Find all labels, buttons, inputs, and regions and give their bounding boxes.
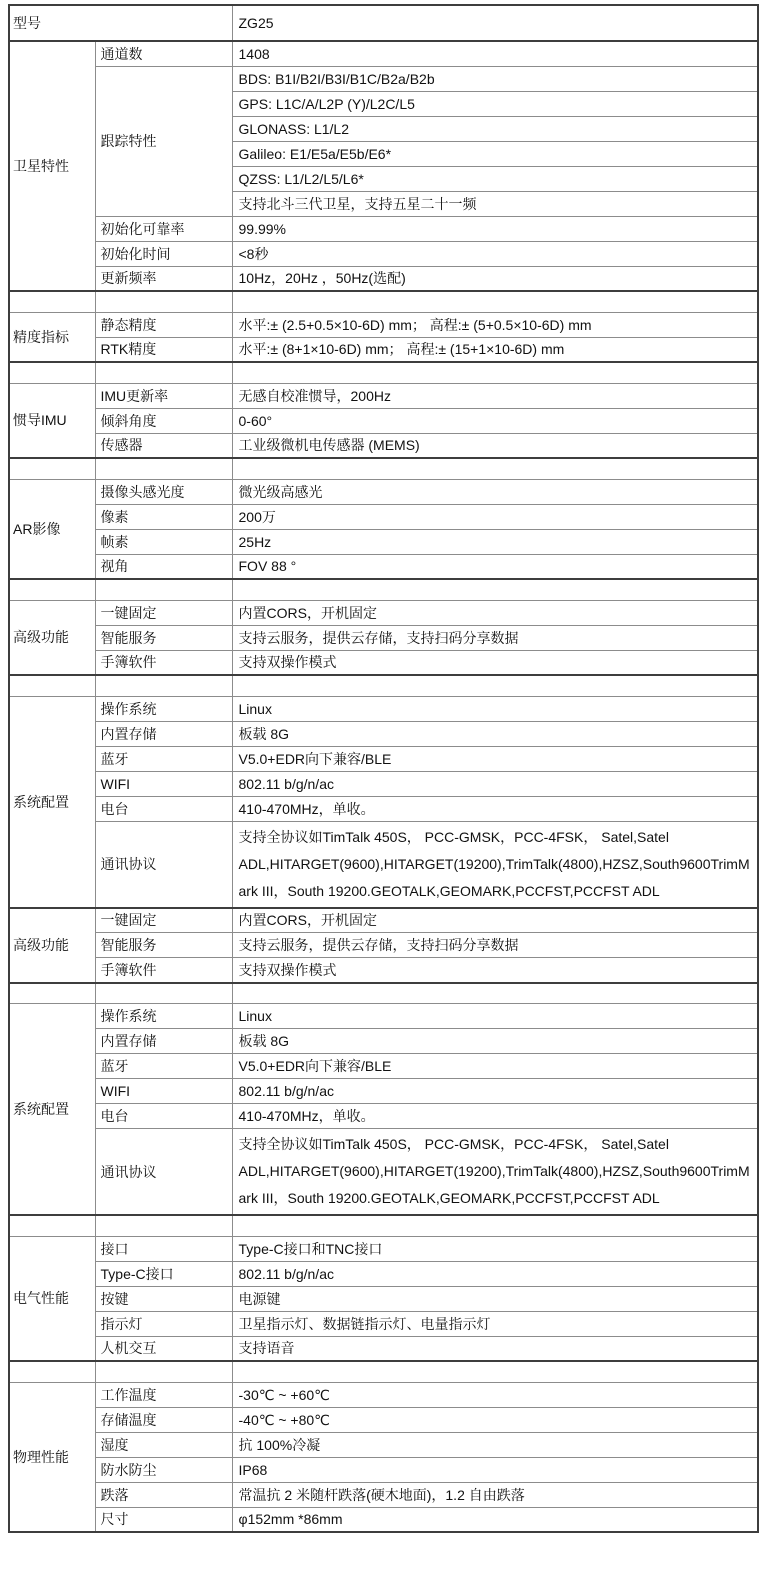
spec-value: 工业级微机电传感器 (MEMS) — [232, 433, 758, 458]
spec-value: 802.11 b/g/n/ac — [232, 1261, 758, 1286]
spacer-cell — [9, 291, 95, 312]
spacer-cell — [232, 291, 758, 312]
spec-row — [9, 796, 758, 821]
spec-table — [8, 4, 759, 1533]
spec-value: 常温抗 2 米随杆跌落(硬木地面)，1.2 自由跌落 — [232, 1482, 758, 1507]
category-cell: 高级功能 — [9, 908, 95, 983]
spacer-row — [9, 362, 758, 383]
spec-value: V5.0+EDR向下兼容/BLE — [232, 746, 758, 771]
spec-row — [9, 337, 758, 362]
spec-label: 通讯协议 — [95, 1129, 232, 1216]
spec-label: 一键固定 — [95, 600, 232, 625]
spec-row — [9, 721, 758, 746]
spec-label: 手簿软件 — [95, 650, 232, 675]
spacer-cell — [95, 675, 232, 696]
spec-label: 指示灯 — [95, 1311, 232, 1336]
spec-label: 一键固定 — [95, 908, 232, 933]
spec-value: 内置CORS，开机固定 — [232, 600, 758, 625]
spacer-cell — [95, 291, 232, 312]
spacer-cell — [9, 675, 95, 696]
spacer-cell — [232, 983, 758, 1004]
spec-row — [9, 650, 758, 675]
spec-row — [9, 908, 758, 933]
spec-label: 电台 — [95, 1104, 232, 1129]
spacer-cell — [95, 579, 232, 600]
spec-label: RTK精度 — [95, 337, 232, 362]
spec-value: 支持全协议如TimTalk 450S， PCC-GMSK，PCC-4FSK， Satel,Satel ADL,HITARGET(9600),HITARGET(19200),TrimTalk(4800),HZSZ,South9600TrimMark III，South 19200.GEOTALK,GEOMARK,PCCFST,PCCFST ADL — [232, 1129, 758, 1216]
spec-label: 视角 — [95, 554, 232, 579]
spec-label: 更新频率 — [95, 266, 232, 291]
spec-row — [9, 600, 758, 625]
spec-value: Galileo: E1/E5a/E5b/E6* — [232, 141, 758, 166]
spec-row — [9, 1029, 758, 1054]
spec-value: 支持全协议如TimTalk 450S， PCC-GMSK，PCC-4FSK， Satel,Satel ADL,HITARGET(9600),HITARGET(19200),TrimTalk(4800),HZSZ,South9600TrimMark III，South 19200.GEOTALK,GEOMARK,PCCFST,PCCFST ADL — [232, 821, 758, 908]
spec-value: 99.99% — [232, 216, 758, 241]
spec-row — [9, 41, 758, 66]
spacer-cell — [95, 983, 232, 1004]
spec-row — [9, 554, 758, 579]
spec-value: Linux — [232, 696, 758, 721]
spec-value: 支持双操作模式 — [232, 650, 758, 675]
spacer-cell — [95, 362, 232, 383]
category-cell: 电气性能 — [9, 1236, 95, 1361]
spec-label: 像素 — [95, 504, 232, 529]
spec-row — [9, 383, 758, 408]
spacer-cell — [232, 362, 758, 383]
spec-value: V5.0+EDR向下兼容/BLE — [232, 1054, 758, 1079]
spec-value: 卫星指示灯、数据链指示灯、电量指示灯 — [232, 1311, 758, 1336]
spec-value: 支持云服务，提供云存储，支持扫码分享数据 — [232, 933, 758, 958]
spec-label: 智能服务 — [95, 933, 232, 958]
spacer-row — [9, 1215, 758, 1236]
spec-row — [9, 1079, 758, 1104]
spacer-cell — [9, 1361, 95, 1382]
spec-label: 帧素 — [95, 529, 232, 554]
spec-row — [9, 1004, 758, 1029]
spec-row — [9, 1407, 758, 1432]
spec-value: 支持语音 — [232, 1336, 758, 1361]
spec-label: 初始化时间 — [95, 241, 232, 266]
spec-row — [9, 504, 758, 529]
spec-label: Type-C接口 — [95, 1261, 232, 1286]
category-cell: 系统配置 — [9, 1004, 95, 1216]
spacer-row — [9, 983, 758, 1004]
spec-value: <8秒 — [232, 241, 758, 266]
spec-value: 10Hz，20Hz ，50Hz(选配) — [232, 266, 758, 291]
spec-row — [9, 1432, 758, 1457]
spec-label: 电台 — [95, 796, 232, 821]
spec-label: 接口 — [95, 1236, 232, 1261]
spec-label: 工作温度 — [95, 1382, 232, 1407]
spec-label: 存储温度 — [95, 1407, 232, 1432]
spec-value: GLONASS: L1/L2 — [232, 116, 758, 141]
spec-label: 人机交互 — [95, 1336, 232, 1361]
spec-row — [9, 1382, 758, 1407]
spec-label: 静态精度 — [95, 312, 232, 337]
spec-row — [9, 66, 758, 91]
spec-value: 802.11 b/g/n/ac — [232, 771, 758, 796]
spec-value: 支持云服务，提供云存储，支持扫码分享数据 — [232, 625, 758, 650]
spec-label: 防水防尘 — [95, 1457, 232, 1482]
spacer-row — [9, 291, 758, 312]
spec-row — [9, 1311, 758, 1336]
spec-label: 操作系统 — [95, 696, 232, 721]
spec-value: -40℃ ~ +80℃ — [232, 1407, 758, 1432]
spec-row — [9, 625, 758, 650]
spec-label: 跌落 — [95, 1482, 232, 1507]
spec-value: 微光级高感光 — [232, 479, 758, 504]
spec-label: 尺寸 — [95, 1507, 232, 1532]
model-value: ZG25 — [232, 5, 758, 41]
model-row — [9, 5, 758, 41]
spacer-row — [9, 458, 758, 479]
spec-label: WIFI — [95, 1079, 232, 1104]
spec-label: 智能服务 — [95, 625, 232, 650]
spec-value: 25Hz — [232, 529, 758, 554]
spec-row — [9, 1104, 758, 1129]
spec-table-body — [9, 5, 758, 1532]
spec-label: 蓝牙 — [95, 1054, 232, 1079]
spacer-cell — [95, 1361, 232, 1382]
spec-row — [9, 216, 758, 241]
spacer-cell — [95, 458, 232, 479]
spec-value: 支持双操作模式 — [232, 958, 758, 983]
spacer-row — [9, 579, 758, 600]
spec-label: 通道数 — [95, 41, 232, 66]
category-cell: 物理性能 — [9, 1382, 95, 1532]
spec-value: φ152mm *86mm — [232, 1507, 758, 1532]
spec-value: 410-470MHz，单收。 — [232, 796, 758, 821]
spec-label: 初始化可靠率 — [95, 216, 232, 241]
category-cell: 精度指标 — [9, 312, 95, 362]
spec-value: FOV 88 ° — [232, 554, 758, 579]
spec-label: 内置存储 — [95, 721, 232, 746]
spec-label: 按键 — [95, 1286, 232, 1311]
spec-label: WIFI — [95, 771, 232, 796]
spec-row — [9, 821, 758, 908]
category-cell: AR影像 — [9, 479, 95, 579]
spec-label: 摄像头感光度 — [95, 479, 232, 504]
spec-value: -30℃ ~ +60℃ — [232, 1382, 758, 1407]
spacer-cell — [232, 458, 758, 479]
spec-value: Type-C接口和TNC接口 — [232, 1236, 758, 1261]
spec-value: 电源键 — [232, 1286, 758, 1311]
spec-value: 水平:± (8+1×10-6D) mm； 高程:± (15+1×10-6D) mm — [232, 337, 758, 362]
spec-value: 200万 — [232, 504, 758, 529]
spacer-cell — [232, 675, 758, 696]
spacer-cell — [9, 1215, 95, 1236]
category-cell: 高级功能 — [9, 600, 95, 675]
spec-value: 水平:± (2.5+0.5×10-6D) mm； 高程:± (5+0.5×10-6D) mm — [232, 312, 758, 337]
spec-row — [9, 1236, 758, 1261]
spacer-cell — [95, 1215, 232, 1236]
spec-row — [9, 771, 758, 796]
spec-value: 410-470MHz，单收。 — [232, 1104, 758, 1129]
spec-row — [9, 1054, 758, 1079]
spec-row — [9, 933, 758, 958]
spacer-cell — [9, 458, 95, 479]
spacer-cell — [232, 1215, 758, 1236]
spec-value: BDS: B1I/B2I/B3I/B1C/B2a/B2b — [232, 66, 758, 91]
spec-row — [9, 1336, 758, 1361]
spacer-cell — [232, 1361, 758, 1382]
spec-value: 1408 — [232, 41, 758, 66]
spec-value: 板载 8G — [232, 1029, 758, 1054]
category-cell: 卫星特性 — [9, 41, 95, 291]
spec-value: 0-60° — [232, 408, 758, 433]
spacer-row — [9, 1361, 758, 1382]
spec-value: 抗 100%冷凝 — [232, 1432, 758, 1457]
spec-row — [9, 1507, 758, 1532]
spec-row — [9, 696, 758, 721]
spacer-row — [9, 675, 758, 696]
category-cell: 惯导IMU — [9, 383, 95, 458]
spec-label: 传感器 — [95, 433, 232, 458]
spec-value: 板载 8G — [232, 721, 758, 746]
spec-row — [9, 1457, 758, 1482]
spec-value: 无感自校准惯导，200Hz — [232, 383, 758, 408]
spec-row — [9, 433, 758, 458]
spec-value: Linux — [232, 1004, 758, 1029]
spec-table-container — [8, 4, 759, 1533]
spec-label: 内置存储 — [95, 1029, 232, 1054]
spacer-cell — [9, 579, 95, 600]
spec-label: 手簿软件 — [95, 958, 232, 983]
spacer-cell — [9, 983, 95, 1004]
spec-label: 蓝牙 — [95, 746, 232, 771]
spec-row — [9, 479, 758, 504]
spec-label: 跟踪特性 — [95, 66, 232, 216]
spec-row — [9, 408, 758, 433]
spec-row — [9, 1129, 758, 1216]
spec-row — [9, 746, 758, 771]
model-label: 型号 — [9, 5, 232, 41]
spec-value: 内置CORS，开机固定 — [232, 908, 758, 933]
spacer-cell — [9, 362, 95, 383]
spec-label: IMU更新率 — [95, 383, 232, 408]
spec-row — [9, 958, 758, 983]
spec-row — [9, 529, 758, 554]
spacer-cell — [232, 579, 758, 600]
spec-row — [9, 266, 758, 291]
spec-label: 倾斜角度 — [95, 408, 232, 433]
spec-label: 操作系统 — [95, 1004, 232, 1029]
spec-row — [9, 1482, 758, 1507]
spec-row — [9, 1261, 758, 1286]
spec-row — [9, 312, 758, 337]
spec-row — [9, 1286, 758, 1311]
spec-value: IP68 — [232, 1457, 758, 1482]
spec-value: 802.11 b/g/n/ac — [232, 1079, 758, 1104]
spec-value: QZSS: L1/L2/L5/L6* — [232, 166, 758, 191]
spec-value: 支持北斗三代卫星，支持五星二十一频 — [232, 191, 758, 216]
category-cell: 系统配置 — [9, 696, 95, 908]
spec-row — [9, 241, 758, 266]
spec-label: 通讯协议 — [95, 821, 232, 908]
spec-value: GPS: L1C/A/L2P (Y)/L2C/L5 — [232, 91, 758, 116]
spec-label: 湿度 — [95, 1432, 232, 1457]
